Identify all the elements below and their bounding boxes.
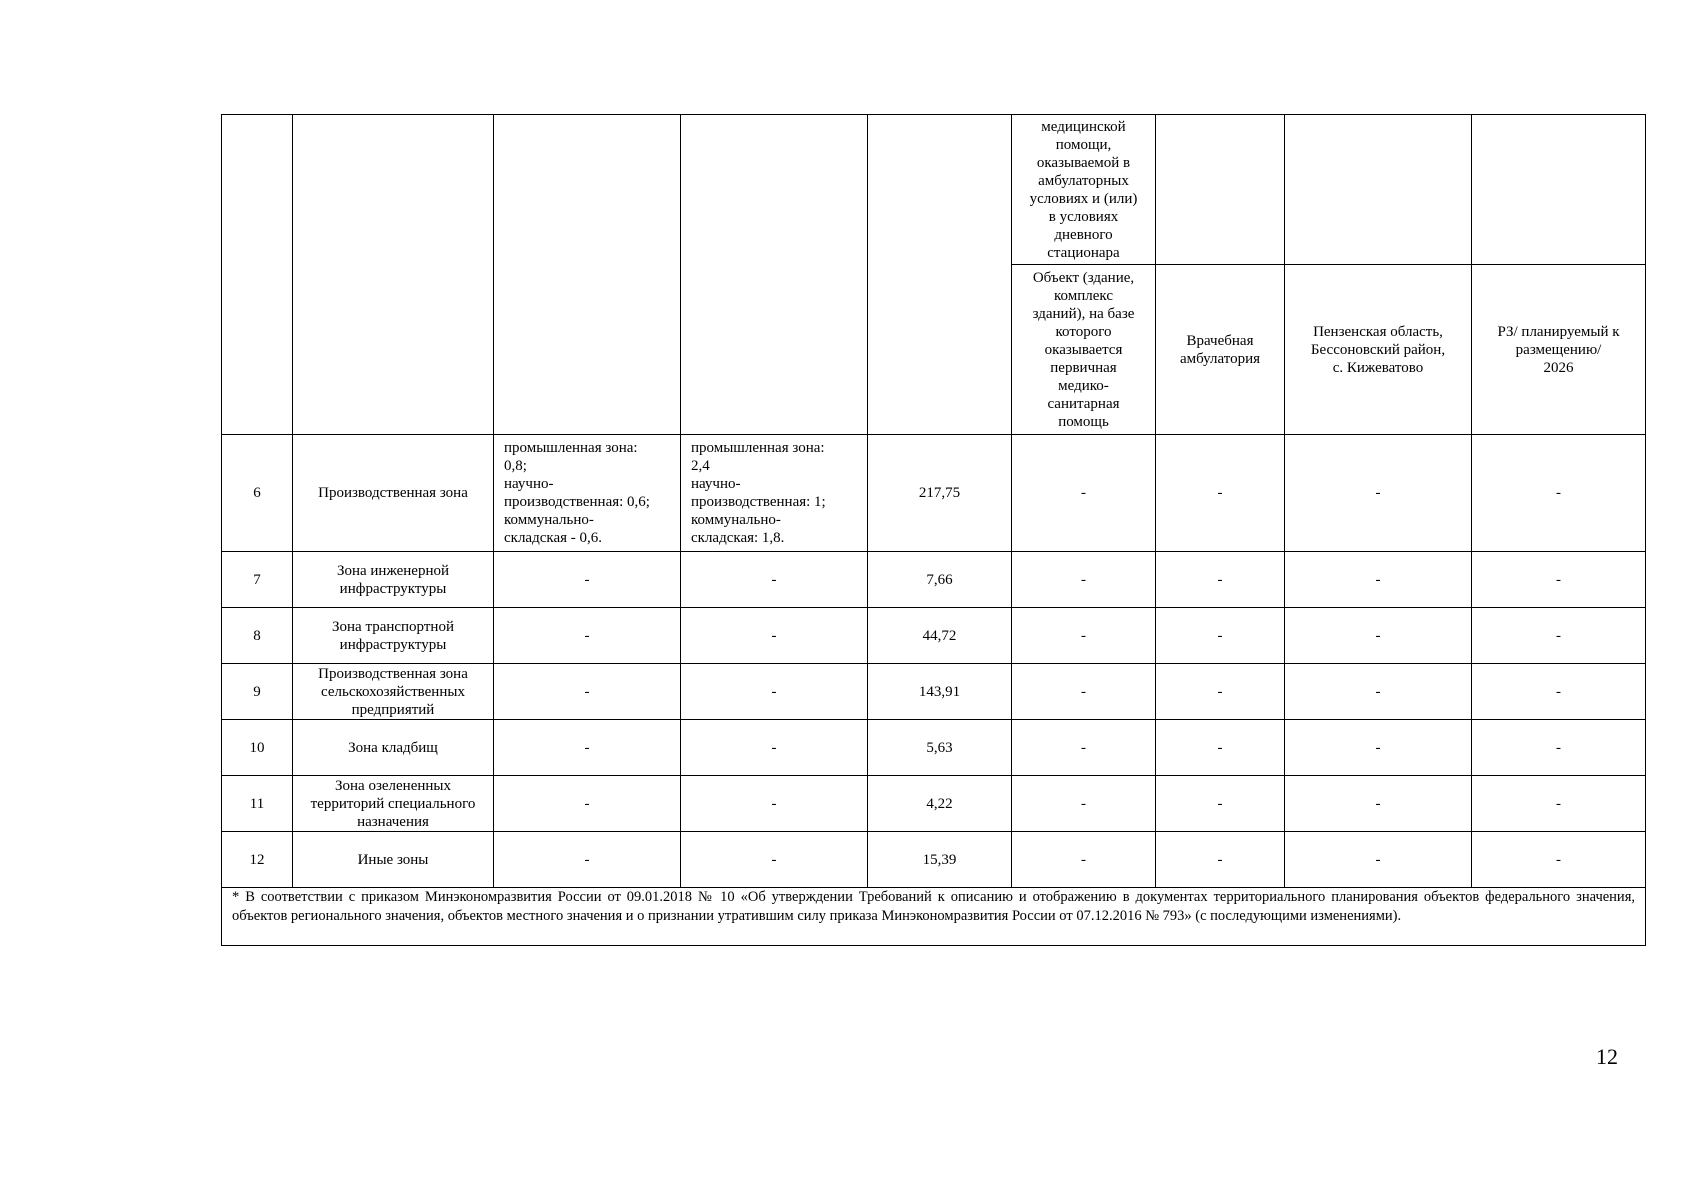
row-number: 11 xyxy=(222,776,293,832)
text-line: санитарная xyxy=(1047,395,1120,412)
object-name-value: - xyxy=(1156,608,1285,664)
text-line: промышленная зона: xyxy=(691,440,825,456)
text-line: РЗ/ планируемый к xyxy=(1497,323,1620,340)
top-row xyxy=(222,115,1646,265)
object-type-value: - xyxy=(1012,776,1156,832)
text-line: Зона инженерной xyxy=(336,562,450,579)
zone-name xyxy=(293,664,494,720)
zone-name xyxy=(293,832,494,888)
zone-name xyxy=(293,608,494,664)
object-name-value: - xyxy=(1156,776,1285,832)
text-line: амбулаторных xyxy=(1038,172,1129,189)
table-row xyxy=(222,435,1646,552)
text-line: территорий специального xyxy=(310,795,476,812)
text-line: сельскохозяйственных xyxy=(321,683,465,700)
text-line: комплекс xyxy=(1054,287,1113,304)
empty-cell xyxy=(681,115,868,435)
text-line: Бессоновский район, xyxy=(1310,341,1446,358)
object-location-cell xyxy=(1285,265,1472,435)
footnote-row xyxy=(222,888,1646,946)
object-type-value: - xyxy=(1012,552,1156,608)
text-line: помощи, xyxy=(1055,136,1112,153)
text-line: научно- xyxy=(691,476,741,492)
object-location-value: - xyxy=(1285,608,1472,664)
text-line: первичная xyxy=(1050,359,1117,376)
zone-param-current: - xyxy=(494,664,681,720)
object-status-value: - xyxy=(1472,664,1646,720)
row-number: 12 xyxy=(222,832,293,888)
zone-param-planned: - xyxy=(681,664,868,720)
text-line: 0,8; xyxy=(504,458,527,474)
zone-param-current: - xyxy=(494,832,681,888)
object-location-value: - xyxy=(1285,776,1472,832)
object-type-value: - xyxy=(1012,720,1156,776)
zone-param-planned: - xyxy=(681,608,868,664)
text-line: научно- xyxy=(504,476,554,492)
empty-cell xyxy=(1472,115,1646,265)
text-line: Зона кладбищ xyxy=(348,739,438,756)
object-location-value: - xyxy=(1285,832,1472,888)
zone-param-current: - xyxy=(494,720,681,776)
zone-name xyxy=(293,776,494,832)
object-location-value: - xyxy=(1285,664,1472,720)
page-number: 12 xyxy=(1596,1044,1618,1069)
row-number: 9 xyxy=(222,664,293,720)
footnote: * В соответствии с приказом Минэкономразвития России от 09.01.2018 № 10 «Об утверждении Требований к описанию и отображению в документах территориального планирования объектов федерального значения, объектов регионального значения, объектов местного значения и о признании утратившим силу приказа Минэкономразвития России от 07.12.2016 № 793» (с последующими изменениями). xyxy=(222,888,1646,946)
text-line: Зона транспортной xyxy=(332,618,454,635)
table-row xyxy=(222,608,1646,664)
table-row xyxy=(222,832,1646,888)
object-type-value: - xyxy=(1012,435,1156,552)
zone-name xyxy=(293,435,494,552)
zones-table xyxy=(221,114,1646,946)
zone-param-planned: - xyxy=(681,776,868,832)
object-status-value: - xyxy=(1472,552,1646,608)
text-line: стационара xyxy=(1047,244,1120,261)
text-line: в условиях xyxy=(1048,208,1119,225)
text-line: Зона озелененных xyxy=(335,777,451,794)
zone-param-planned: - xyxy=(681,832,868,888)
text-line: медико- xyxy=(1058,377,1109,394)
row-number: 7 xyxy=(222,552,293,608)
object-type-value: - xyxy=(1012,608,1156,664)
text-line: Пензенская область, xyxy=(1313,323,1443,340)
text-line: инфраструктуры xyxy=(339,580,447,597)
zone-area: 5,63 xyxy=(868,720,1012,776)
object-name-value: - xyxy=(1156,552,1285,608)
object-status-value: - xyxy=(1472,435,1646,552)
text-line: Производственная зона xyxy=(318,485,468,501)
table-row xyxy=(222,776,1646,832)
object-location-value: - xyxy=(1285,552,1472,608)
zone-param-current: - xyxy=(494,608,681,664)
empty-cell xyxy=(293,115,494,435)
text-line: оказываемой в xyxy=(1036,154,1131,171)
empty-cell xyxy=(1285,115,1472,265)
text-line: инфраструктуры xyxy=(339,636,447,653)
object-status-value: - xyxy=(1472,776,1646,832)
text-line: размещению/ xyxy=(1515,341,1602,358)
zone-param-planned: - xyxy=(681,720,868,776)
zone-area: 44,72 xyxy=(868,608,1012,664)
text-line: коммунально- xyxy=(504,512,594,528)
row-number: 6 xyxy=(222,435,293,552)
text-line: промышленная зона: xyxy=(504,440,638,456)
text-line: амбулатория xyxy=(1179,350,1261,367)
object-name-value: - xyxy=(1156,720,1285,776)
zone-param-planned xyxy=(681,435,868,552)
object-location-value: - xyxy=(1285,720,1472,776)
text-line: с. Кижеватово xyxy=(1332,359,1424,376)
text-line: помощь xyxy=(1058,413,1109,430)
table-row xyxy=(222,552,1646,608)
row-number: 8 xyxy=(222,608,293,664)
empty-cell xyxy=(868,115,1012,435)
text-line: медицинской xyxy=(1041,118,1126,135)
object-name-value: - xyxy=(1156,664,1285,720)
object-location-value: - xyxy=(1285,435,1472,552)
text-line: складская: 1,8. xyxy=(691,530,785,546)
zone-area: 217,75 xyxy=(868,435,1012,552)
text-line: назначения xyxy=(357,813,429,830)
text-line: условиях и (или) xyxy=(1029,190,1138,207)
object-status-cell xyxy=(1472,265,1646,435)
text-line: дневного xyxy=(1054,226,1113,243)
table-row xyxy=(222,664,1646,720)
text-line: Иные зоны xyxy=(357,851,429,868)
text-line: 2026 xyxy=(1543,359,1574,376)
object-name-value: - xyxy=(1156,435,1285,552)
text-line: складская - 0,6. xyxy=(504,530,602,546)
object-status-value: - xyxy=(1472,832,1646,888)
text-line: Врачебная xyxy=(1186,332,1254,349)
object-type-value: - xyxy=(1012,832,1156,888)
object-status-value: - xyxy=(1472,608,1646,664)
table-row xyxy=(222,720,1646,776)
zone-param-current: - xyxy=(494,552,681,608)
empty-cell xyxy=(494,115,681,435)
zone-name xyxy=(293,552,494,608)
zone-area: 4,22 xyxy=(868,776,1012,832)
object-type-cell xyxy=(1012,265,1156,435)
object-type-value: - xyxy=(1012,664,1156,720)
text-line: Объект (здание, xyxy=(1032,269,1135,286)
zone-param-current xyxy=(494,435,681,552)
zone-param-current: - xyxy=(494,776,681,832)
text-line: 2,4 xyxy=(691,458,710,474)
empty-cell xyxy=(1156,115,1285,265)
text-line: производственная: 1; xyxy=(691,494,826,510)
zone-area: 15,39 xyxy=(868,832,1012,888)
row-number: 10 xyxy=(222,720,293,776)
text-line: зданий), на базе xyxy=(1032,305,1135,322)
object-status-value: - xyxy=(1472,720,1646,776)
zone-name xyxy=(293,720,494,776)
text-line: Производственная зона xyxy=(318,665,468,682)
zone-param-planned: - xyxy=(681,552,868,608)
text-line: предприятий xyxy=(351,701,435,718)
zone-area: 7,66 xyxy=(868,552,1012,608)
text-line: оказывается xyxy=(1044,341,1123,358)
text-line: коммунально- xyxy=(691,512,781,528)
text-line: производственная: 0,6; xyxy=(504,494,650,510)
text-line: которого xyxy=(1055,323,1112,340)
object-name-value: - xyxy=(1156,832,1285,888)
empty-cell xyxy=(222,115,293,435)
object-type-continuation xyxy=(1012,115,1156,265)
zone-area: 143,91 xyxy=(868,664,1012,720)
object-name-cell xyxy=(1156,265,1285,435)
